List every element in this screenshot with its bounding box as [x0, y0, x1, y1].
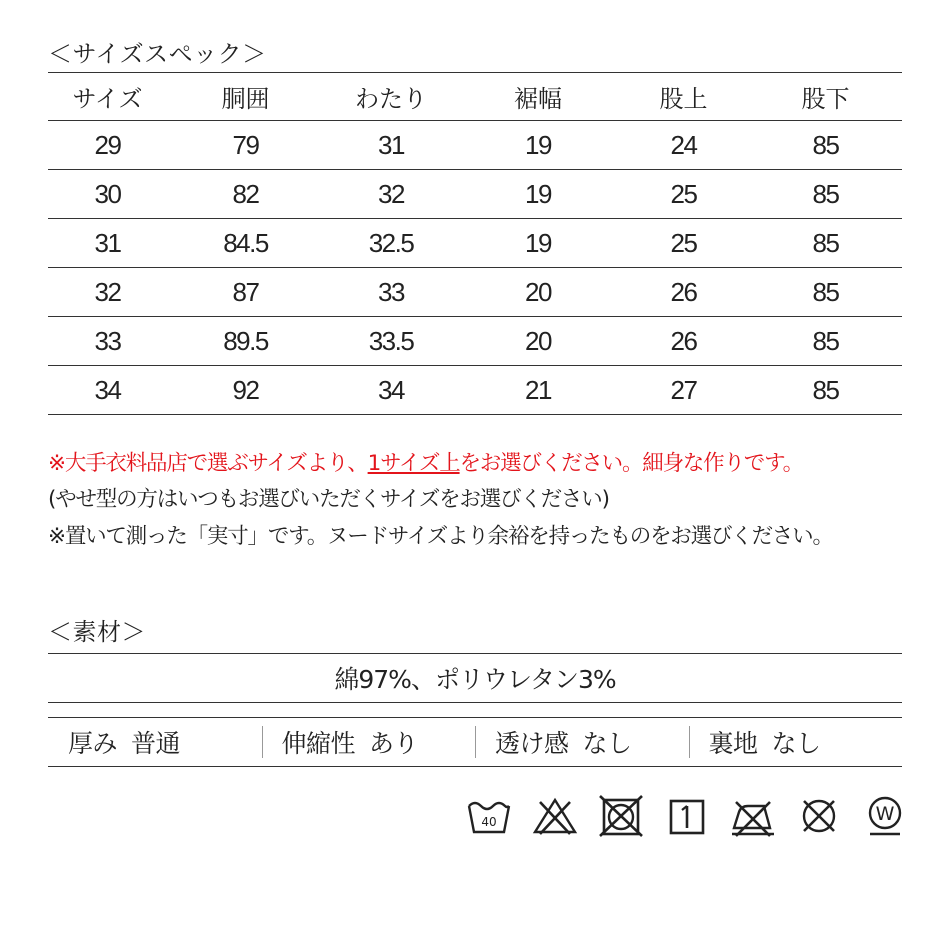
cell-waist: 84.5	[223, 227, 268, 258]
cell-waist: 79	[232, 129, 259, 160]
sizing-warning-post: をお選びください。細身な作りです。	[459, 451, 803, 476]
property-lining	[689, 718, 903, 766]
cell-rise: 26	[670, 276, 697, 307]
size-spec-table	[48, 72, 902, 415]
cell-inseam: 85	[812, 129, 839, 160]
cell-size: 32	[94, 276, 121, 307]
sizing-warning-pre: ※大手衣料品店で選ぶサイズより、	[48, 451, 368, 476]
wash-temp-label: 40	[481, 815, 497, 829]
cell-inseam: 85	[812, 325, 839, 356]
cell-thigh: 32	[378, 178, 404, 209]
table-row	[48, 366, 902, 415]
property-stretch	[262, 718, 476, 766]
fabric-properties	[48, 717, 902, 767]
cell-hem: 19	[525, 227, 551, 258]
col-header-thigh: わたり	[355, 85, 427, 113]
material-heading: ＜素材＞	[48, 618, 146, 646]
property-value: 普通	[131, 729, 181, 758]
cell-hem: 20	[525, 276, 551, 307]
cell-size: 29	[94, 129, 121, 160]
cell-thigh: 31	[378, 129, 404, 160]
cell-hem: 20	[525, 325, 551, 356]
cell-rise: 26	[670, 325, 697, 356]
wash-40-icon	[466, 794, 512, 838]
cell-thigh: 33	[378, 276, 404, 307]
property-value: あり	[369, 729, 419, 758]
cell-rise: 25	[670, 178, 697, 209]
cell-waist: 87	[232, 276, 259, 307]
sizing-warning-note	[48, 446, 803, 477]
no-dry-clean-icon	[796, 794, 842, 838]
cell-size: 33	[94, 325, 121, 356]
measurement-note: ※置いて測った「実寸」です。ヌードサイズより余裕を持ったものをお選びください。	[48, 524, 833, 549]
cell-size: 34	[94, 374, 121, 405]
cell-waist: 89.5	[223, 325, 268, 356]
col-header-inseam: 股下	[801, 85, 850, 113]
cell-inseam: 85	[812, 227, 839, 258]
table-row	[48, 317, 902, 366]
property-label: 厚み	[68, 729, 118, 758]
cell-waist: 82	[232, 178, 259, 209]
cell-hem: 19	[525, 178, 551, 209]
col-header-rise: 股上	[659, 85, 708, 113]
cell-rise: 25	[670, 227, 697, 258]
property-value: なし	[771, 729, 821, 758]
size-up-emphasis: 1サイズ上	[367, 451, 460, 476]
slim-build-note: (やせ型の方はいつもお選びいただくサイズをお選びください)	[48, 487, 609, 512]
cell-inseam: 85	[812, 374, 839, 405]
wet-clean-icon	[862, 794, 908, 838]
cell-thigh: 33.5	[368, 325, 414, 356]
line-dry-icon	[664, 794, 710, 838]
wet-clean-label: W	[875, 803, 895, 825]
table-row	[48, 121, 902, 170]
col-header-waist: 胴囲	[221, 85, 270, 113]
cell-inseam: 85	[812, 178, 839, 209]
cell-thigh: 32.5	[368, 227, 414, 258]
cell-rise: 27	[670, 374, 697, 405]
property-label: 伸縮性	[281, 729, 356, 758]
cell-hem: 19	[525, 129, 551, 160]
property-thickness	[48, 718, 262, 766]
property-value: なし	[582, 729, 632, 758]
cell-hem: 21	[525, 374, 551, 405]
col-header-size: サイズ	[72, 85, 143, 113]
cell-size: 30	[94, 178, 121, 209]
property-sheerness	[475, 718, 689, 766]
table-row	[48, 268, 902, 317]
cell-size: 31	[94, 227, 121, 258]
cell-thigh: 34	[378, 374, 404, 405]
cell-rise: 24	[670, 129, 697, 160]
cell-inseam: 85	[812, 276, 839, 307]
no-bleach-icon	[532, 794, 578, 838]
property-label: 裏地	[708, 729, 758, 758]
no-tumble-dry-icon	[598, 794, 644, 838]
table-row	[48, 219, 902, 268]
property-label: 透け感	[495, 729, 569, 758]
size-spec-heading: ＜サイズスペック＞	[48, 40, 267, 68]
col-header-hem: 裾幅	[514, 85, 562, 113]
material-composition: 綿97%、ポリウレタン3%	[48, 653, 902, 703]
iron-prohibited-icon	[730, 794, 776, 838]
table-row	[48, 170, 902, 219]
cell-waist: 92	[232, 374, 259, 405]
table-header-row	[48, 73, 902, 121]
